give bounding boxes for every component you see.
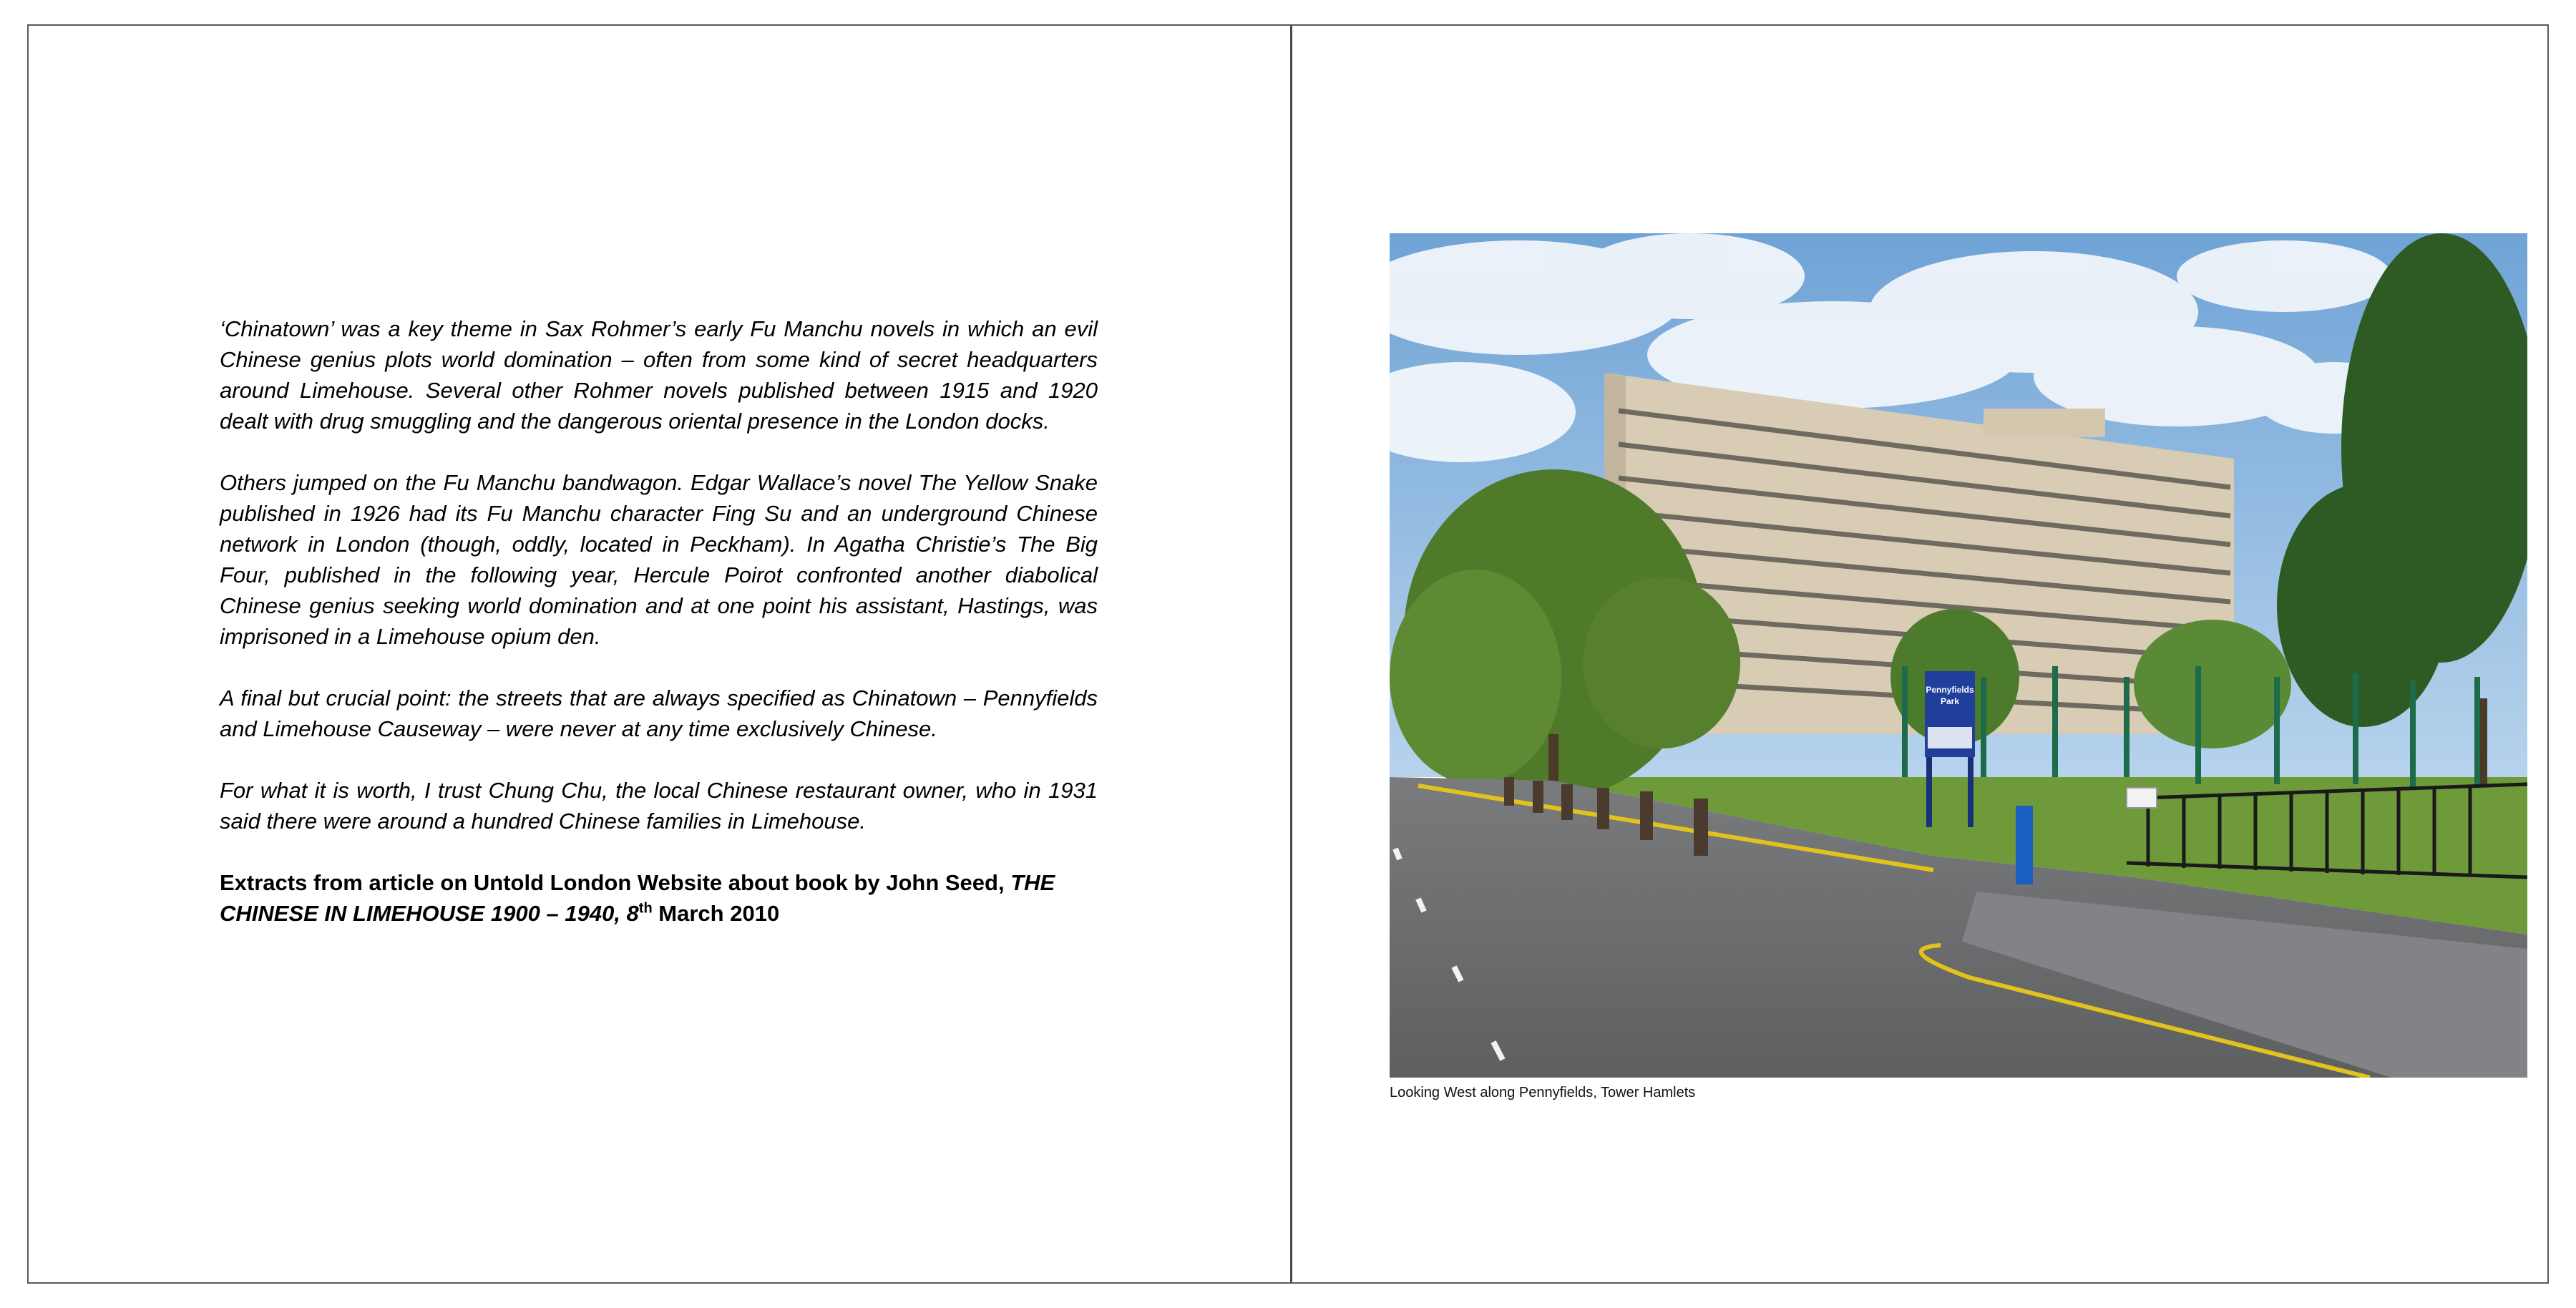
right-page — [1292, 26, 2549, 1282]
paragraph-2: Others jumped on the Fu Manchu bandwagon. Edgar Wallace’s novel The Yellow Snake published in 1926 had its Fu Manchu character Fing Su and an underground Chinese network in London (though, oddly, located in Peckham). In Agatha Christie’s The Big Four, published in the following year, Hercule Poirot confronted another diabolical Chinese genius seeking world domination and at one point his assistant, Hastings, was imprisoned in a Limehouse opium den. — [220, 470, 1098, 649]
paragraph-3: A final but crucial point: the streets that are always specified as Chinatown – Pennyfields and Limehouse Causeway – were never at any time exclusively Chinese. — [220, 685, 1098, 741]
credit-book-title: THE CHINESE IN LIMEHOUSE 1900 – 1940, 8 — [220, 870, 1055, 926]
credit-superscript: th — [638, 900, 653, 917]
sign-line-2: Park — [1940, 696, 1960, 706]
street-photo — [1390, 233, 2527, 1078]
book-spread — [27, 24, 2549, 1284]
paragraph-1: ‘Chinatown’ was a key theme in Sax Rohmer’s early Fu Manchu novels in which an evil Chinese genius plots world domination – often from some kind of secret headquarters around Limehouse. Several other Rohmer novels published between 1915 and 1920 dealt with drug smuggling and the dangerous oriental presence in the London docks. — [220, 316, 1098, 434]
photo-caption: Looking West along Pennyfields, Tower Hamlets — [1390, 1085, 1696, 1100]
notice-sign — [2127, 788, 2157, 808]
sign-line-1: Pennyfields — [1926, 685, 1974, 695]
paragraph-4: For what it is worth, I trust Chung Chu, the local Chinese restaurant owner, who in 1931 said there were around a hundred Chinese families in Limehouse. — [220, 778, 1098, 834]
article-text — [220, 313, 1098, 929]
credit-prefix: Extracts from article on Untold London Website about book by John Seed, — [220, 870, 1011, 895]
photo-illustration — [1390, 233, 2527, 1078]
blue-bollard — [2016, 806, 2033, 884]
left-page — [29, 26, 1290, 1282]
credit-date: March 2010 — [652, 901, 780, 926]
source-credit — [220, 867, 1098, 929]
